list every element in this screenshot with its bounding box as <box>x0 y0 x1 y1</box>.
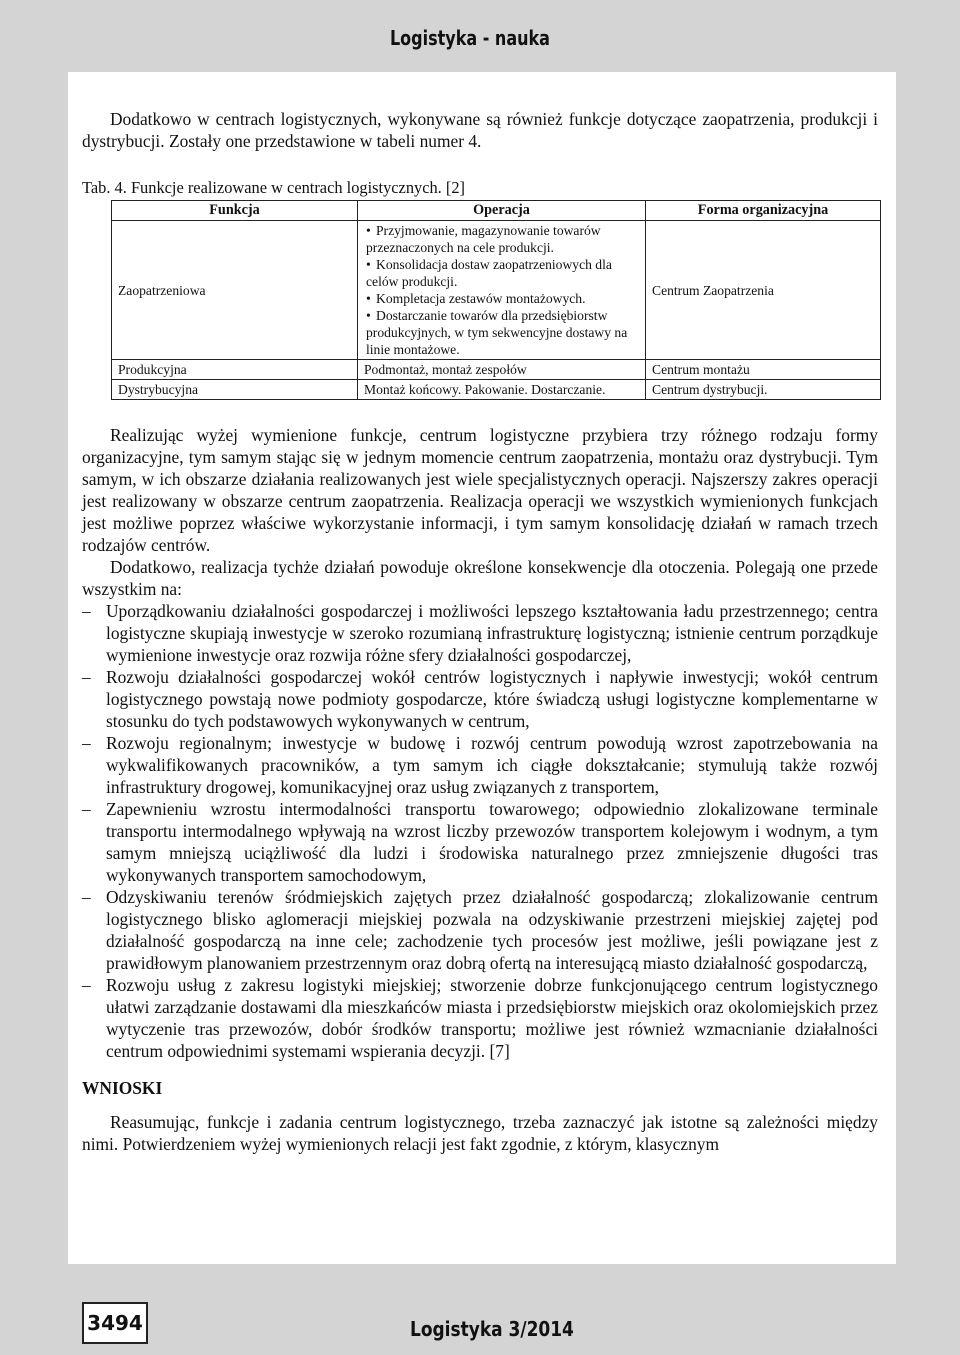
list-item: • Konsolidacja dostaw zaopatrzeniowych dla celów produkcji. <box>366 257 612 289</box>
header-bar <box>0 0 960 72</box>
operations-list <box>364 222 639 358</box>
bullet-icon: • <box>366 257 371 272</box>
list-item: – Odzyskiwaniu terenów śródmiejskich zajętych przez działalność gospodarczą; zlokalizowanie centrum logistycznego blisko aglomeracji miejskiej pozwala na odzyskiwanie przestrzeni miejskiej zajętej pod działalność gospodarczą na inne cele; zachodzenie tych procesów jest możliwe, jeśli powiązane jest z prawidłowym planowaniem przestrzennym oraz dobrą ofertą na interesującą miasto działalność gospodarczą, <box>82 887 878 973</box>
list-item: • Dostarczanie towarów dla przedsiębiorstw produkcyjnych, w tym sekwencyjne dostawy na linie montażowe. <box>366 308 628 357</box>
form-cell: Centrum montażu <box>646 360 881 380</box>
dash-icon: – <box>82 601 91 621</box>
list-item: – Rozwoju regionalnym; inwestycje w budowę i rozwój centrum powodują wzrost zapotrzebowania na wykwalifikowanych pracowników, a tym samym ich ciągłe dokształcanie; stymulują także rozwój infrastruktury drogowej, komunikacyjnej oraz usług związanych z transportem, <box>82 733 878 797</box>
functions-table <box>111 200 881 400</box>
list-item: – Uporządkowaniu działalności gospodarczej i możliwości lepszego kształtowania ładu przestrzennego; centra logistyczne skupiają inwestycje w szeroko rozumianą infrastrukturę logistyczną; istnienie centrum porządkuje wymienione inwestycje oraz rozwija różne sfery działalności gospodarczej, <box>82 601 878 665</box>
dash-icon: – <box>82 733 91 753</box>
bullet-icon: • <box>366 291 371 306</box>
consequences-list <box>82 600 878 1062</box>
dash-icon: – <box>82 887 91 907</box>
page-number: 3494 <box>82 1302 148 1344</box>
operations-cell <box>358 221 646 360</box>
list-item: – Rozwoju usług z zakresu logistyki miejskiej; stworzenie dobrze funkcjonującego centrum logistycznego ułatwi zarządzanie dostawami dla mieszkańców miasta i przedsiębiorstw miejskich oraz okolomiejskich przez wytyczenie tras przewozów, dobór środków transportu; możliwe jest również wzmacnianie działalności centrum odpowiednimi systemami wspierania decyzji. [7] <box>82 975 878 1061</box>
form-cell: Centrum Zaopatrzenia <box>646 221 881 360</box>
table-row <box>112 360 881 380</box>
list-item: • Przyjmowanie, magazynowanie towarów przeznaczonych na cele produkcji. <box>366 223 601 255</box>
conclusions-paragraph: Reasumując, funkcje i zadania centrum logistycznego, trzeba zaznaczyć jak istotne są zależności między nimi. Potwierdzeniem wyżej wymienionych relacji jest fakt zgodnie, z którym, klasycznym <box>82 1112 878 1154</box>
right-margin <box>896 72 960 1264</box>
list-item: – Zapewnieniu wzrostu intermodalności transportu towarowego; odpowiednio zlokalizowane terminale transportu intermodalnego wpływają na wzrost liczby przewozów transportem kolejowym i wodnym, a tym samym mniejszą uciążliwość dla ludzi i środowiska naturalnego przez zmniejszenie długości tras wykonywanych transportem samochodowym, <box>82 799 878 885</box>
body-paragraph-1: Realizując wyżej wymienione funkcje, centrum logistyczne przybiera trzy różnego rodzaju formy organizacyjne, tym samym stając się w jednym momencie centrum zaopatrzenia, montażu oraz dystrybucji. Tym samym, w ich obszarze działania realizowanych jest wiele specjalistycznych operacji. Najszerszy zakres operacji jest realizowany w obszarze centrum zaopatrzenia. Realizacja operacji we wszystkich wymienionych funkcjach jest możliwe poprzez właściwe wykorzystanie informacji, i tym samym konsolidację działań w ramach trzech rodzajów centrów. <box>82 425 878 555</box>
body-paragraph-2: Dodatkowo, realizacja tychże działań powoduje określone konsekwencje dla otoczenia. Polegają one przede wszystkim na: <box>82 557 878 599</box>
header-function: Funkcja <box>112 201 358 221</box>
conclusions-heading: WNIOSKI <box>82 1078 163 1098</box>
operations-cell: Montaż końcowy. Pakowanie. Dostarczanie. <box>358 380 646 400</box>
function-cell: Dystrybucyjna <box>112 380 358 400</box>
list-item: – Rozwoju działalności gospodarczej wokół centrów logistycznych i napływie inwestycji; wokół centrum logistycznego powstają nowe podmioty gospodarcze, które świadczą usługi logistyczne komplementarne w stosunku do tych podstawowych wykonywanych w centrum, <box>82 667 878 731</box>
table-caption-label: Tab. 4. <box>82 178 127 197</box>
table-header-row <box>112 201 881 221</box>
dash-icon: – <box>82 799 91 819</box>
dash-icon: – <box>82 667 91 687</box>
body-text <box>82 424 878 1155</box>
form-cell: Centrum dystrybucji. <box>646 380 881 400</box>
header-form: Forma organizacyjna <box>646 201 881 221</box>
operations-cell: Podmontaż, montaż zespołów <box>358 360 646 380</box>
article-content <box>82 108 878 1155</box>
issue-label: Logistyka 3/2014 <box>410 1317 574 1341</box>
intro-paragraph: Dodatkowo w centrach logistycznych, wykonywane są również funkcje dotyczące zaopatrzenia, produkcji i dystrybucji. Zostały one przedstawione w tabeli numer 4. <box>82 109 878 151</box>
function-cell: Zaopatrzeniowa <box>112 221 358 360</box>
header-operation: Operacja <box>358 201 646 221</box>
list-item: • Kompletacja zestawów montażowych. <box>366 291 586 306</box>
table-caption <box>82 178 878 198</box>
table-caption-text: Funkcje realizowane w centrach logistycznych. [2] <box>130 178 465 197</box>
left-margin <box>0 72 68 1264</box>
function-cell: Produkcyjna <box>112 360 358 380</box>
dash-icon: – <box>82 975 91 995</box>
bullet-icon: • <box>366 308 371 323</box>
table-row <box>112 380 881 400</box>
journal-title: Logistyka - nauka <box>390 26 550 50</box>
table-row <box>112 221 881 360</box>
bullet-icon: • <box>366 223 371 238</box>
